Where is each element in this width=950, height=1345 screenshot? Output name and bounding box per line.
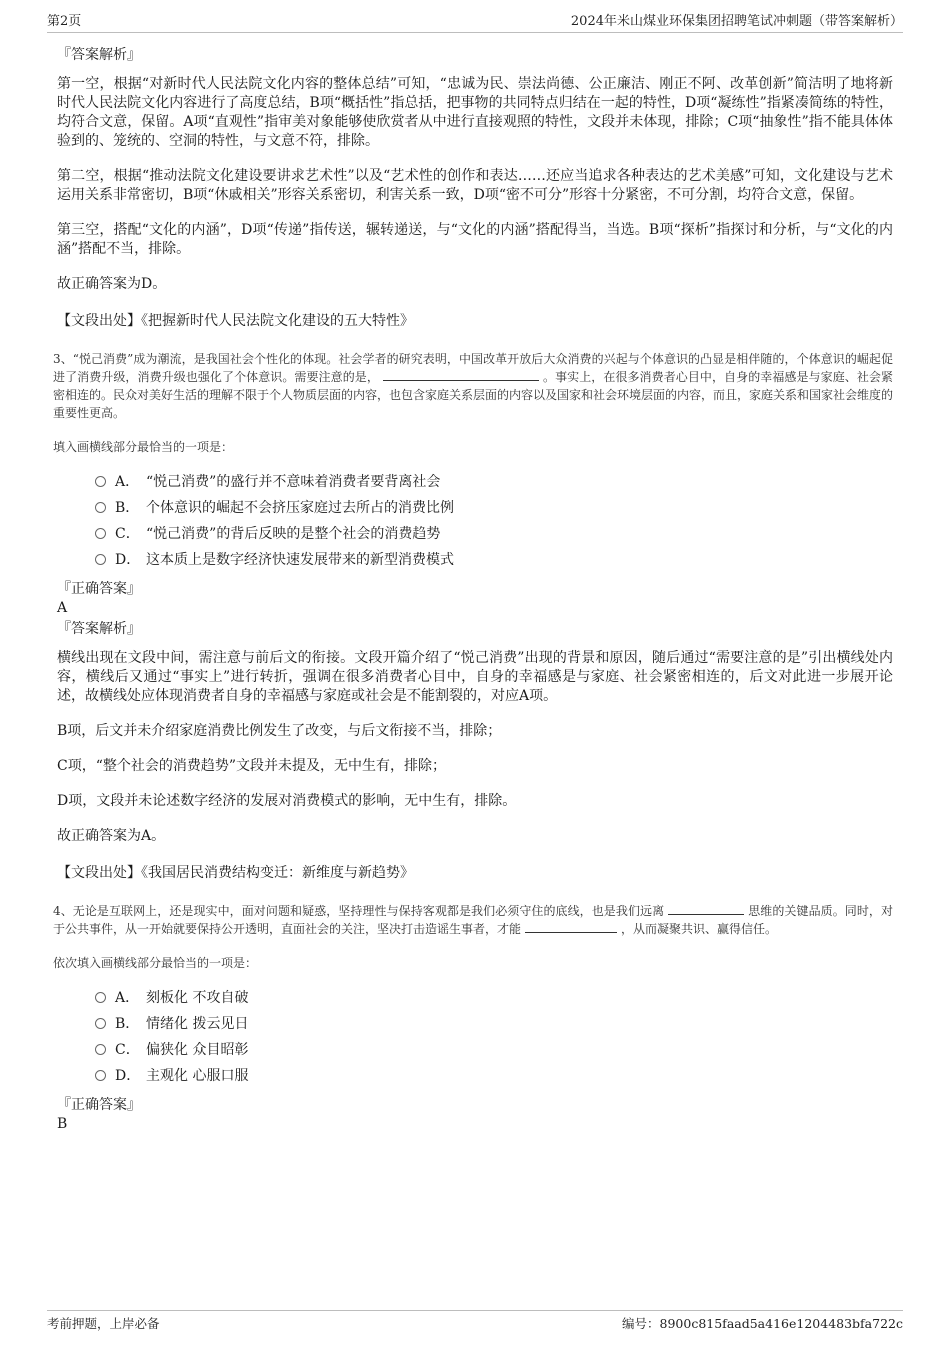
question-text: 。事实上，在很多消费者心目中，自身的幸福感是与家庭、社会紧密相连的。民众对美好生活的理解不限于个人物质层面的内容，也包含家庭关系层面的内容以及国家和社会环境层面的内容，而且，家庭关系和国家社会维度的重要性更高。 xyxy=(53,370,894,420)
correct-answer-label: 『正确答案』 xyxy=(57,1097,141,1113)
fill-blank xyxy=(525,920,617,933)
radio-icon[interactable] xyxy=(95,1044,106,1055)
analysis-paragraph: 故正确答案为A。 xyxy=(57,828,166,844)
question-4-stem xyxy=(53,902,893,938)
radio-icon[interactable] xyxy=(95,1070,106,1081)
analysis-paragraph: 第三空，搭配“文化的内涵”，D项“传递”指传送，辗转递送，与“文化的内涵”搭配得当，当选。B项“探析”指探讨和分析，与“文化的内涵”搭配不当，排除。 xyxy=(57,222,893,257)
footer-slogan: 考前押题，上岸必备 xyxy=(47,1316,160,1331)
page-content xyxy=(53,45,894,1133)
option-text: 主观化 心服口服 xyxy=(146,1068,249,1084)
correct-answer: B xyxy=(57,1116,68,1132)
option-d[interactable] xyxy=(95,547,893,573)
radio-icon[interactable] xyxy=(95,1018,106,1029)
analysis-label: 『答案解析』 xyxy=(57,621,141,637)
analysis-label: 『答案解析』 xyxy=(57,47,141,63)
option-letter: D． xyxy=(115,1068,141,1084)
option-text: 这本质上是数字经济快速发展带来的新型消费模式 xyxy=(146,552,454,568)
radio-icon[interactable] xyxy=(95,554,106,565)
analysis-paragraph: 横线出现在文段中间，需注意与前后文的衔接。文段开篇介绍了“悦己消费”出现的背景和原因，随后通过“需要注意的是”引出横线处内容，横线后又通过“事实上”进行转折，强调在很多消费者心目中，自身的幸福感是与家庭、社会紧密相连的，后文对此进一步展开论述，故横线处应体现消费者自身的幸福感与家庭或社会是不能割裂的，对应A项。 xyxy=(57,650,893,704)
option-a[interactable] xyxy=(95,469,893,495)
analysis-paragraph: B项，后文并未介绍家庭消费比例发生了改变，与后文衔接不当，排除； xyxy=(57,723,502,739)
option-b[interactable] xyxy=(95,495,893,521)
document-title: 2024年米山煤业环保集团招聘笔试冲刺题（带答案解析） xyxy=(570,14,903,29)
option-text: “悦己消费”的盛行并不意味着消费者要背离社会 xyxy=(146,474,441,490)
question-text: 思维的关键品质。同时，对于公共事件，从一开始就要保持公开透明，直面社会的关注，坚决打击造谣生事者，才能 xyxy=(53,904,893,936)
radio-icon[interactable] xyxy=(95,992,106,1003)
radio-icon[interactable] xyxy=(95,476,106,487)
fill-blank xyxy=(668,902,744,915)
question-text: 4、无论是互联网上，还是现实中，面对问题和疑惑，坚持理性与保持客观都是我们必须守住的底线，也是我们远离 xyxy=(53,904,665,918)
analysis-paragraph: 第一空，根据“对新时代人民法院文化内容的整体总结”可知，“忠诚为民、崇法尚德、公正廉洁、刚正不阿、改革创新”简洁明了地将新时代人民法院文化内容进行了高度总结，B项“概括性”指总括，把事物的共同特点归结在一起的特性，D项“凝练性”指紧凑简练的特性，均符合文意，保留。A项“直观性”指审美对象能够使欣赏者从中进行直接观照的特性，文段并未体现，排除；C项“抽象性”指不能具体体验到的、笼统的、空洞的特性，与文意不符，排除。 xyxy=(57,76,893,149)
option-letter: C． xyxy=(115,1042,140,1058)
document-id: 编号：8900c815faad5a416e1204483bfa722c xyxy=(622,1316,903,1331)
option-text: 个体意识的崛起不会挤压家庭过去所占的消费比例 xyxy=(146,500,454,516)
analysis-paragraph: C项，“整个社会的消费趋势”文段并未提及，无中生有，排除； xyxy=(57,758,447,774)
question-prompt: 填入画横线部分最恰当的一项是： xyxy=(53,440,234,454)
option-b[interactable] xyxy=(95,1011,893,1037)
option-letter: D． xyxy=(115,552,141,568)
option-letter: A． xyxy=(115,474,140,490)
question-text: ，从而凝聚共识、赢得信任。 xyxy=(621,922,778,936)
answer-options xyxy=(95,985,893,1089)
option-letter: B． xyxy=(115,1016,140,1032)
option-letter: B． xyxy=(115,500,140,516)
page-number: 第2页 xyxy=(47,14,82,29)
option-a[interactable] xyxy=(95,985,893,1011)
source-citation: 【文段出处】《把握新时代人民法院文化建设的五大特性》 xyxy=(57,313,414,329)
correct-answer-label: 『正确答案』 xyxy=(57,581,141,597)
option-letter: A． xyxy=(115,990,140,1006)
question-prompt: 依次填入画横线部分最恰当的一项是： xyxy=(53,956,258,970)
correct-answer: A xyxy=(57,600,68,616)
option-c[interactable] xyxy=(95,1037,893,1063)
page-footer xyxy=(47,1310,903,1333)
option-c[interactable] xyxy=(95,521,893,547)
page-header xyxy=(47,12,903,33)
analysis-paragraph: 故正确答案为D。 xyxy=(57,276,167,292)
option-text: 偏狭化 众目昭彰 xyxy=(146,1042,249,1058)
option-text: “悦己消费”的背后反映的是整个社会的消费趋势 xyxy=(146,526,441,542)
question-text: 3、“悦己消费”成为潮流，是我国社会个性化的体现。社会学者的研究表明，中国改革开放后大众消费的兴起与个体意识的凸显是相伴随的，个体意识的崛起促进了消费升级，消费升级也强化了个体意识。需要注意的是， xyxy=(53,352,893,384)
analysis-paragraph: D项，文段并未论述数字经济的发展对消费模式的影响，无中生有，排除。 xyxy=(57,793,517,809)
option-letter: C． xyxy=(115,526,140,542)
option-text: 情绪化 拨云见日 xyxy=(146,1016,249,1032)
option-text: 刻板化 不攻自破 xyxy=(146,990,249,1006)
radio-icon[interactable] xyxy=(95,502,106,513)
question-3-stem xyxy=(53,350,893,422)
analysis-paragraph: 第二空，根据“推动法院文化建设要讲求艺术性”以及“艺术性的创作和表达……还应当追求各种表达的艺术美感”可知，文化建设与艺术运用关系非常密切，B项“休戚相关”形容关系密切，利害关系一致，D项“密不可分”形容十分紧密，不可分割，均符合文意，保留。 xyxy=(57,168,893,203)
fill-blank xyxy=(383,368,539,381)
radio-icon[interactable] xyxy=(95,528,106,539)
option-d[interactable] xyxy=(95,1063,893,1089)
source-citation: 【文段出处】《我国居民消费结构变迁：新维度与新趋势》 xyxy=(57,865,414,881)
answer-options xyxy=(95,469,893,573)
